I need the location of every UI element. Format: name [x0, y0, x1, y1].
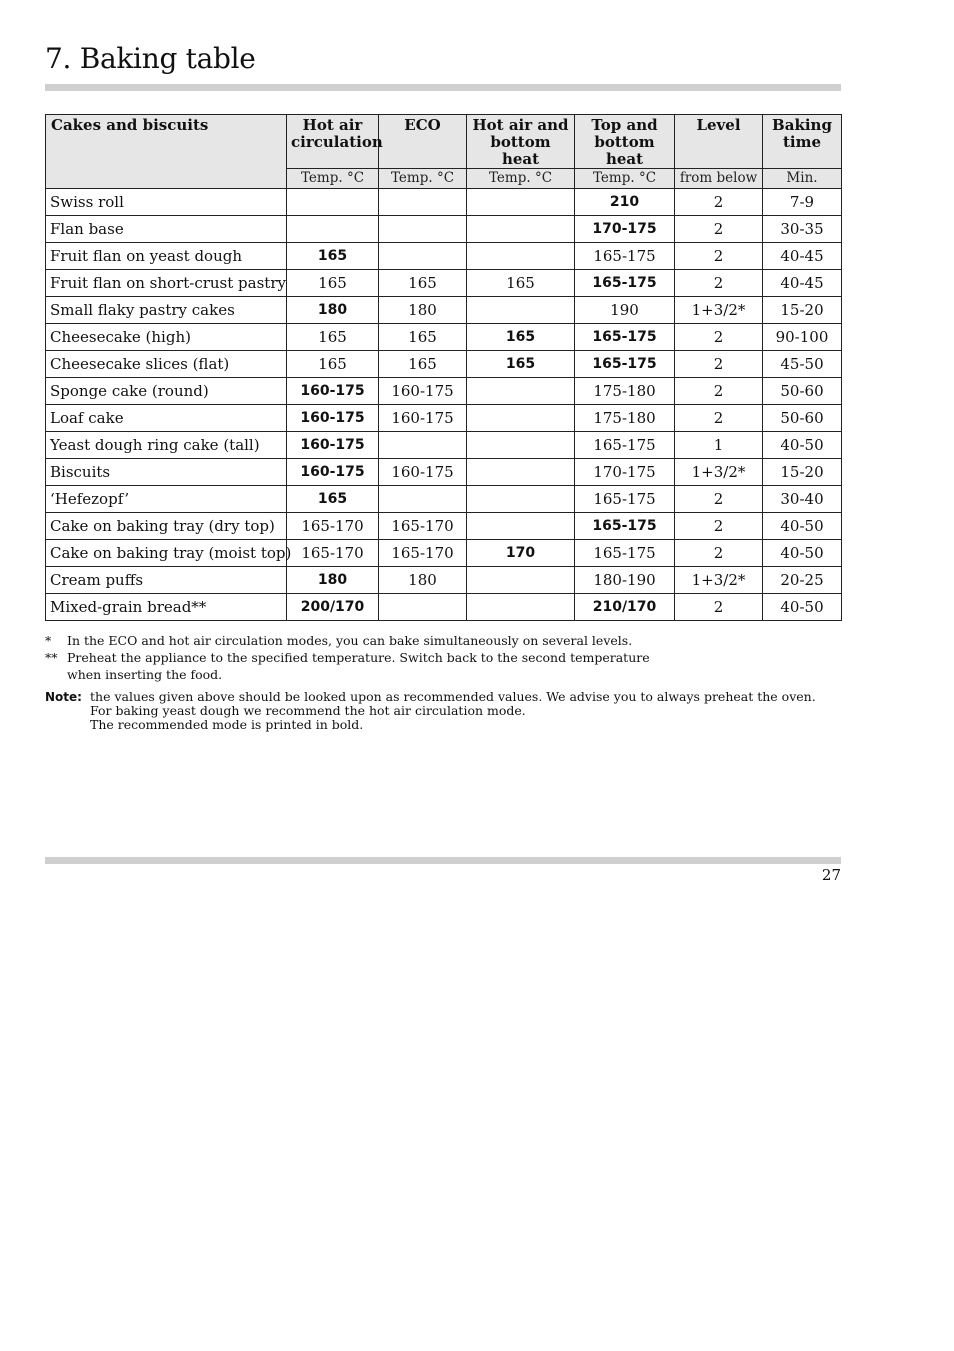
hot-air-cell: 160-175 [287, 405, 379, 432]
note-line: the values given above should be looked upon as recommended values. We advise you to always preheat the oven. [90, 689, 816, 704]
time-cell: 15-20 [763, 297, 842, 324]
table-row [46, 189, 842, 216]
time-cell: 40-50 [763, 513, 842, 540]
eco-cell [379, 594, 467, 621]
dish-name-cell: Fruit flan on short-crust pastry [46, 270, 287, 297]
dish-name-cell: Yeast dough ring cake (tall) [46, 432, 287, 459]
hot-air-bottom-cell [467, 567, 575, 594]
dish-name-cell: Sponge cake (round) [46, 378, 287, 405]
top-divider [45, 84, 841, 91]
hot-air-bottom-cell [467, 513, 575, 540]
level-cell: 2 [675, 216, 763, 243]
time-cell: 7-9 [763, 189, 842, 216]
top-bottom-cell: 165-175 [575, 513, 675, 540]
eco-cell: 165 [379, 324, 467, 351]
hot-air-cell: 160-175 [287, 432, 379, 459]
top-bottom-cell: 165-175 [575, 270, 675, 297]
unit-level: from below [675, 169, 763, 189]
time-cell: 40-45 [763, 270, 842, 297]
top-bottom-cell: 210 [575, 189, 675, 216]
level-cell: 2 [675, 405, 763, 432]
footnote-mark: ** [45, 650, 58, 665]
hot-air-cell: 160-175 [287, 459, 379, 486]
eco-cell [379, 189, 467, 216]
level-cell: 1+3/2* [675, 297, 763, 324]
top-bottom-cell: 180-190 [575, 567, 675, 594]
top-bottom-cell: 165-175 [575, 243, 675, 270]
hot-air-cell: 160-175 [287, 378, 379, 405]
level-cell: 1+3/2* [675, 459, 763, 486]
level-cell: 1 [675, 432, 763, 459]
table-row [46, 270, 842, 297]
hot-air-cell: 180 [287, 297, 379, 324]
table-row [46, 405, 842, 432]
dish-name-cell: Cake on baking tray (dry top) [46, 513, 287, 540]
hot-air-bottom-cell: 170 [467, 540, 575, 567]
top-bottom-cell: 165-175 [575, 351, 675, 378]
dish-name-cell: Biscuits [46, 459, 287, 486]
hot-air-cell: 165 [287, 351, 379, 378]
table-row [46, 486, 842, 513]
level-cell: 2 [675, 378, 763, 405]
time-cell: 50-60 [763, 378, 842, 405]
hot-air-cell: 165 [287, 324, 379, 351]
level-cell: 2 [675, 243, 763, 270]
time-cell: 45-50 [763, 351, 842, 378]
page-number: 27 [821, 866, 841, 884]
footnote [45, 649, 650, 666]
footnote-text: when inserting the food. [67, 667, 223, 682]
time-cell: 40-50 [763, 540, 842, 567]
table-row [46, 216, 842, 243]
note [45, 690, 825, 732]
time-cell: 30-40 [763, 486, 842, 513]
hot-air-bottom-cell [467, 189, 575, 216]
hot-air-bottom-cell [467, 216, 575, 243]
top-bottom-cell: 175-180 [575, 378, 675, 405]
table-row [46, 594, 842, 621]
dish-name-cell: Fruit flan on yeast dough [46, 243, 287, 270]
unit-top-bottom: Temp. °C [575, 169, 675, 189]
dish-name-cell: Swiss roll [46, 189, 287, 216]
eco-cell: 160-175 [379, 459, 467, 486]
hot-air-bottom-cell [467, 459, 575, 486]
baking-table [45, 114, 842, 621]
dish-name-cell: Flan base [46, 216, 287, 243]
top-bottom-cell: 170-175 [575, 216, 675, 243]
note-line: For baking yeast dough we recommend the hot air circulation mode. [90, 703, 526, 718]
note-line: The recommended mode is printed in bold. [90, 717, 364, 732]
level-cell: 2 [675, 594, 763, 621]
top-bottom-cell: 175-180 [575, 405, 675, 432]
header-baking-time: Baking time [763, 115, 842, 169]
bottom-divider [45, 857, 841, 864]
footnote [45, 666, 650, 683]
eco-cell: 165 [379, 351, 467, 378]
hot-air-cell [287, 216, 379, 243]
footnote-mark: * [45, 633, 52, 648]
note-label: Note: [45, 690, 82, 704]
eco-cell [379, 432, 467, 459]
header-hot-air-bottom-heat: Hot air and bottom heat [467, 115, 575, 169]
level-cell: 2 [675, 486, 763, 513]
hot-air-cell: 165 [287, 270, 379, 297]
hot-air-cell: 165 [287, 243, 379, 270]
hot-air-cell: 180 [287, 567, 379, 594]
table-row [46, 459, 842, 486]
top-bottom-cell: 190 [575, 297, 675, 324]
eco-cell: 180 [379, 297, 467, 324]
hot-air-bottom-cell [467, 297, 575, 324]
time-cell: 30-35 [763, 216, 842, 243]
time-cell: 40-50 [763, 594, 842, 621]
top-bottom-cell: 165-175 [575, 540, 675, 567]
hot-air-bottom-cell [467, 243, 575, 270]
time-cell: 15-20 [763, 459, 842, 486]
level-cell: 2 [675, 189, 763, 216]
level-cell: 2 [675, 540, 763, 567]
time-cell: 40-50 [763, 432, 842, 459]
table-row [46, 297, 842, 324]
table-row [46, 432, 842, 459]
hot-air-cell: 200/170 [287, 594, 379, 621]
eco-cell: 160-175 [379, 405, 467, 432]
table-row [46, 324, 842, 351]
eco-cell: 180 [379, 567, 467, 594]
header-hot-air-circulation: Hot air circulation [287, 115, 379, 169]
eco-cell: 165-170 [379, 540, 467, 567]
header-cakes-and-biscuits: Cakes and biscuits [46, 115, 287, 189]
dish-name-cell: Cheesecake slices (flat) [46, 351, 287, 378]
page-title: 7. Baking table [45, 42, 256, 75]
time-cell: 40-45 [763, 243, 842, 270]
unit-hot-air-bottom: Temp. °C [467, 169, 575, 189]
table-row [46, 351, 842, 378]
dish-name-cell: Cake on baking tray (moist top) [46, 540, 287, 567]
hot-air-cell [287, 189, 379, 216]
table-row [46, 540, 842, 567]
level-cell: 2 [675, 270, 763, 297]
hot-air-bottom-cell: 165 [467, 324, 575, 351]
eco-cell: 165 [379, 270, 467, 297]
level-cell: 1+3/2* [675, 567, 763, 594]
dish-name-cell: Cream puffs [46, 567, 287, 594]
footnote [45, 632, 650, 649]
eco-cell: 160-175 [379, 378, 467, 405]
hot-air-bottom-cell [467, 405, 575, 432]
eco-cell [379, 216, 467, 243]
footnotes [45, 632, 650, 683]
top-bottom-cell: 165-175 [575, 486, 675, 513]
header-eco: ECO [379, 115, 467, 169]
dish-name-cell: Mixed-grain bread** [46, 594, 287, 621]
time-cell: 50-60 [763, 405, 842, 432]
footnote-text: Preheat the appliance to the specified temperature. Switch back to the second temperature [67, 650, 650, 665]
level-cell: 2 [675, 351, 763, 378]
table-row [46, 567, 842, 594]
hot-air-cell: 165-170 [287, 513, 379, 540]
table-body [46, 189, 842, 621]
eco-cell [379, 486, 467, 513]
hot-air-cell: 165 [287, 486, 379, 513]
header-top-bottom-heat: Top and bottom heat [575, 115, 675, 169]
hot-air-bottom-cell [467, 486, 575, 513]
header-level: Level [675, 115, 763, 169]
time-cell: 90-100 [763, 324, 842, 351]
top-bottom-cell: 170-175 [575, 459, 675, 486]
top-bottom-cell: 165-175 [575, 324, 675, 351]
hot-air-bottom-cell [467, 594, 575, 621]
unit-time: Min. [763, 169, 842, 189]
hot-air-cell: 165-170 [287, 540, 379, 567]
level-cell: 2 [675, 324, 763, 351]
dish-name-cell: ‘Hefezopf’ [46, 486, 287, 513]
footnote-text: In the ECO and hot air circulation modes, you can bake simultaneously on several levels. [67, 633, 633, 648]
hot-air-bottom-cell [467, 432, 575, 459]
hot-air-bottom-cell [467, 378, 575, 405]
unit-eco: Temp. °C [379, 169, 467, 189]
hot-air-bottom-cell: 165 [467, 270, 575, 297]
dish-name-cell: Loaf cake [46, 405, 287, 432]
dish-name-cell: Cheesecake (high) [46, 324, 287, 351]
eco-cell: 165-170 [379, 513, 467, 540]
top-bottom-cell: 165-175 [575, 432, 675, 459]
hot-air-bottom-cell: 165 [467, 351, 575, 378]
dish-name-cell: Small flaky pastry cakes [46, 297, 287, 324]
unit-hot-air: Temp. °C [287, 169, 379, 189]
level-cell: 2 [675, 513, 763, 540]
table-row [46, 378, 842, 405]
eco-cell [379, 243, 467, 270]
top-bottom-cell: 210/170 [575, 594, 675, 621]
table-row [46, 243, 842, 270]
time-cell: 20-25 [763, 567, 842, 594]
table-row [46, 513, 842, 540]
